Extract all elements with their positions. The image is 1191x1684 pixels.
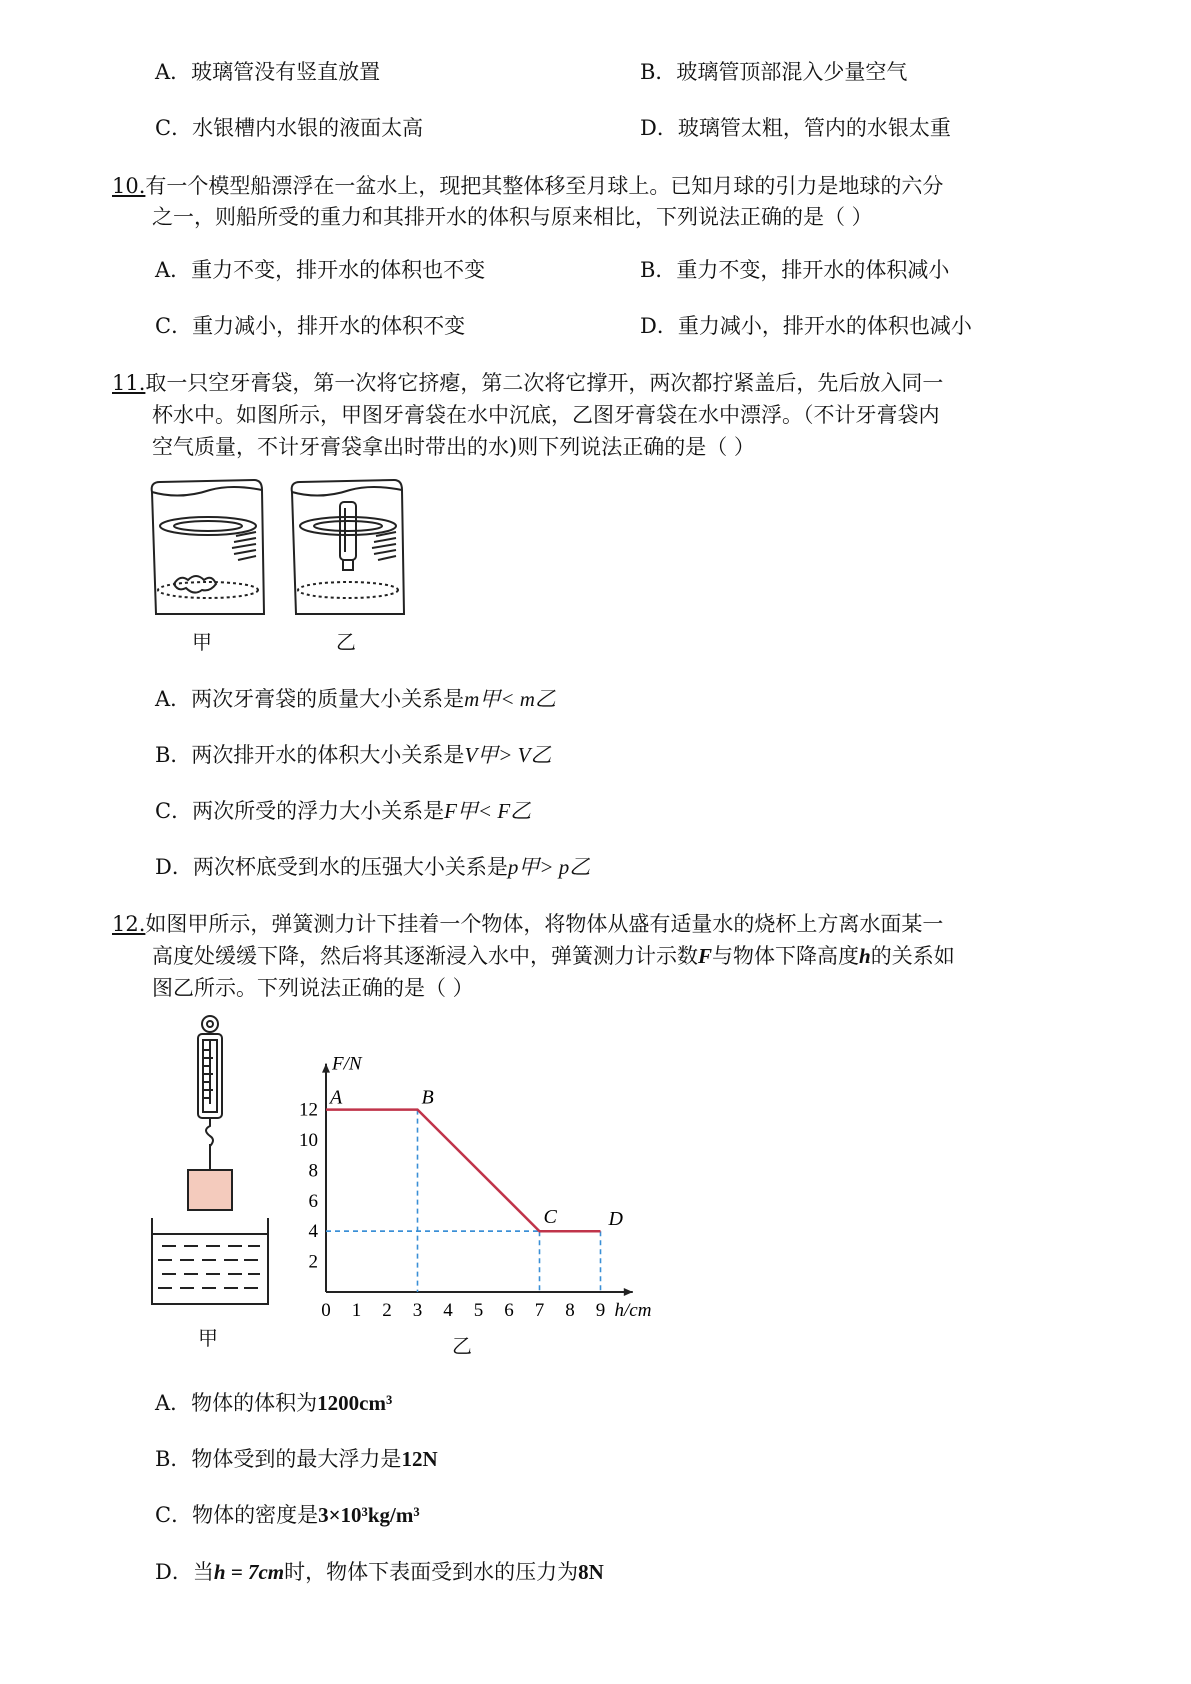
x-axis-label: h/cm [614, 1300, 652, 1321]
chart-axes [322, 1064, 633, 1296]
y-tick-label: 2 [308, 1251, 318, 1273]
option-expression: 3×10³kg/m³ [318, 1503, 420, 1527]
stem-text: 与物体下降高度 [712, 944, 860, 968]
q12-option-c [155, 1499, 420, 1529]
q11-option-c [155, 795, 531, 825]
force-series-line [326, 1110, 601, 1232]
symbol-h: h [859, 944, 871, 968]
option-expression: 12N [401, 1447, 438, 1471]
question-10 [112, 170, 943, 200]
figure-label-jia: 甲 [198, 1326, 218, 1350]
water-hatch [158, 1246, 260, 1288]
question-number: 12. [112, 912, 146, 936]
figure-label-jia: 甲 [192, 630, 212, 654]
q11-option-b [155, 739, 552, 769]
question-stem-line-2 [152, 940, 955, 970]
option-text: A．物体的体积为 [155, 1391, 318, 1415]
q12-option-a [155, 1387, 392, 1417]
y-tick-label: 6 [308, 1190, 318, 1212]
q9-option-a: A．玻璃管没有竖直放置 [155, 60, 381, 84]
question-12 [112, 908, 943, 938]
point-label-c: C [543, 1206, 557, 1229]
chart-series [326, 1110, 601, 1232]
option-text: D．两次杯底受到水的压强大小关系是 [155, 855, 508, 879]
chart-guide-lines [326, 1110, 601, 1292]
question-stem-line-3: 图乙所示。下列说法正确的是（ ） [152, 976, 474, 1000]
option-text: A．两次牙膏袋的质量大小关系是 [155, 687, 465, 711]
figure-label-yi: 乙 [452, 1334, 472, 1358]
stem-text: 的关系如 [870, 944, 955, 968]
y-axis-arrow [322, 1064, 330, 1073]
q9-option-b: B．玻璃管顶部混入少量空气 [640, 60, 908, 84]
option-text: 时，物体下表面受到水的压力为 [284, 1560, 579, 1584]
y-tick-label: 10 [299, 1130, 318, 1151]
point-label-a: A [330, 1086, 343, 1109]
point-label-b: B [421, 1086, 434, 1109]
question-stem-line-3: 空气质量，不计牙膏袋拿出时带出的水)则下列说法正确的是（ ） [152, 435, 755, 459]
beaker-right [292, 480, 404, 614]
point-label-d: D [608, 1208, 623, 1231]
question-number: 11. [112, 371, 146, 395]
x-tick-label: 7 [534, 1300, 545, 1321]
question-stem-line-1: 如图甲所示，弹簧测力计下挂着一个物体，将物体从盛有适量水的烧杯上方离水面某一 [145, 912, 944, 936]
q12-option-b [155, 1443, 438, 1473]
x-tick-label: 8 [565, 1300, 575, 1321]
q10-option-c: C．重力减小，排开水的体积不变 [155, 314, 466, 338]
beaker-left [152, 480, 264, 614]
option-expression: 8N [578, 1560, 604, 1584]
spring-scale-apparatus [140, 1012, 280, 1322]
option-text: D．当 [155, 1560, 214, 1584]
y-axis-label: F/N [332, 1053, 362, 1075]
y-tick-label: 4 [308, 1221, 318, 1243]
q10-option-a: A．重力不变，排开水的体积也不变 [155, 258, 486, 282]
q12-option-d [155, 1556, 604, 1586]
y-tick-label: 12 [299, 1099, 318, 1121]
question-stem-line-1: 有一个模型船漂浮在一盆水上，现把其整体移至月球上。已知月球的引力是地球的六分 [145, 174, 944, 198]
x-tick-label: 5 [473, 1300, 484, 1321]
option-expression: h = 7cm [213, 1560, 285, 1584]
option-text: B．两次排开水的体积大小关系是 [155, 743, 465, 767]
x-tick-label: 4 [443, 1300, 453, 1321]
q10-option-b: B．重力不变，排开水的体积减小 [640, 258, 950, 282]
question-stem-line-2: 杯水中。如图所示，甲图牙膏袋在水中沉底，乙图牙膏袋在水中漂浮。（不计牙膏袋内 [152, 403, 940, 427]
force-height-chart [290, 1036, 652, 1326]
chart-labels [299, 1054, 651, 1321]
x-tick-label: 6 [504, 1300, 514, 1321]
stem-text: 高度处缓缓下降，然后将其逐渐浸入水中，弹簧测力计示数 [152, 944, 698, 968]
x-tick-label: 1 [351, 1300, 362, 1321]
q10-option-d: D．重力减小，排开水的体积也减小 [640, 314, 972, 338]
option-text: B．物体受到的最大浮力是 [155, 1447, 402, 1471]
symbol-f: F [698, 944, 713, 968]
option-expression: F甲< F乙 [444, 799, 532, 823]
figure-label-yi: 乙 [336, 630, 356, 654]
option-expression: V甲> V乙 [464, 743, 552, 767]
q11-option-d [155, 851, 590, 881]
hanging-object [188, 1170, 232, 1210]
option-text: C．两次所受的浮力大小关系是 [155, 799, 445, 823]
question-number: 10. [112, 174, 146, 198]
x-tick-label: 9 [595, 1300, 606, 1321]
x-tick-label: 0 [321, 1300, 331, 1321]
question-stem-line-1: 取一只空牙膏袋，第一次将它挤瘪，第二次将它撑开，两次都拧紧盖后，先后放入同一 [145, 371, 944, 395]
option-expression: p甲> p乙 [507, 855, 591, 879]
x-axis-arrow [624, 1288, 633, 1296]
y-tick-label: 8 [308, 1160, 318, 1182]
toothpaste-beakers-figure [140, 472, 440, 652]
question-stem-line-2: 之一，则船所受的重力和其排开水的体积与原来相比，下列说法正确的是（ ） [152, 205, 873, 229]
q9-option-c: C．水银槽内水银的液面太高 [155, 116, 424, 140]
x-tick-label: 3 [412, 1300, 423, 1321]
x-tick-label: 2 [382, 1300, 392, 1321]
q9-option-d: D．玻璃管太粗，管内的水银太重 [640, 116, 951, 140]
option-expression: 1200cm³ [317, 1391, 393, 1415]
option-text: C．物体的密度是 [155, 1503, 319, 1527]
option-expression: m甲< m乙 [464, 687, 556, 711]
q11-option-a [155, 683, 556, 713]
question-11 [112, 367, 943, 397]
